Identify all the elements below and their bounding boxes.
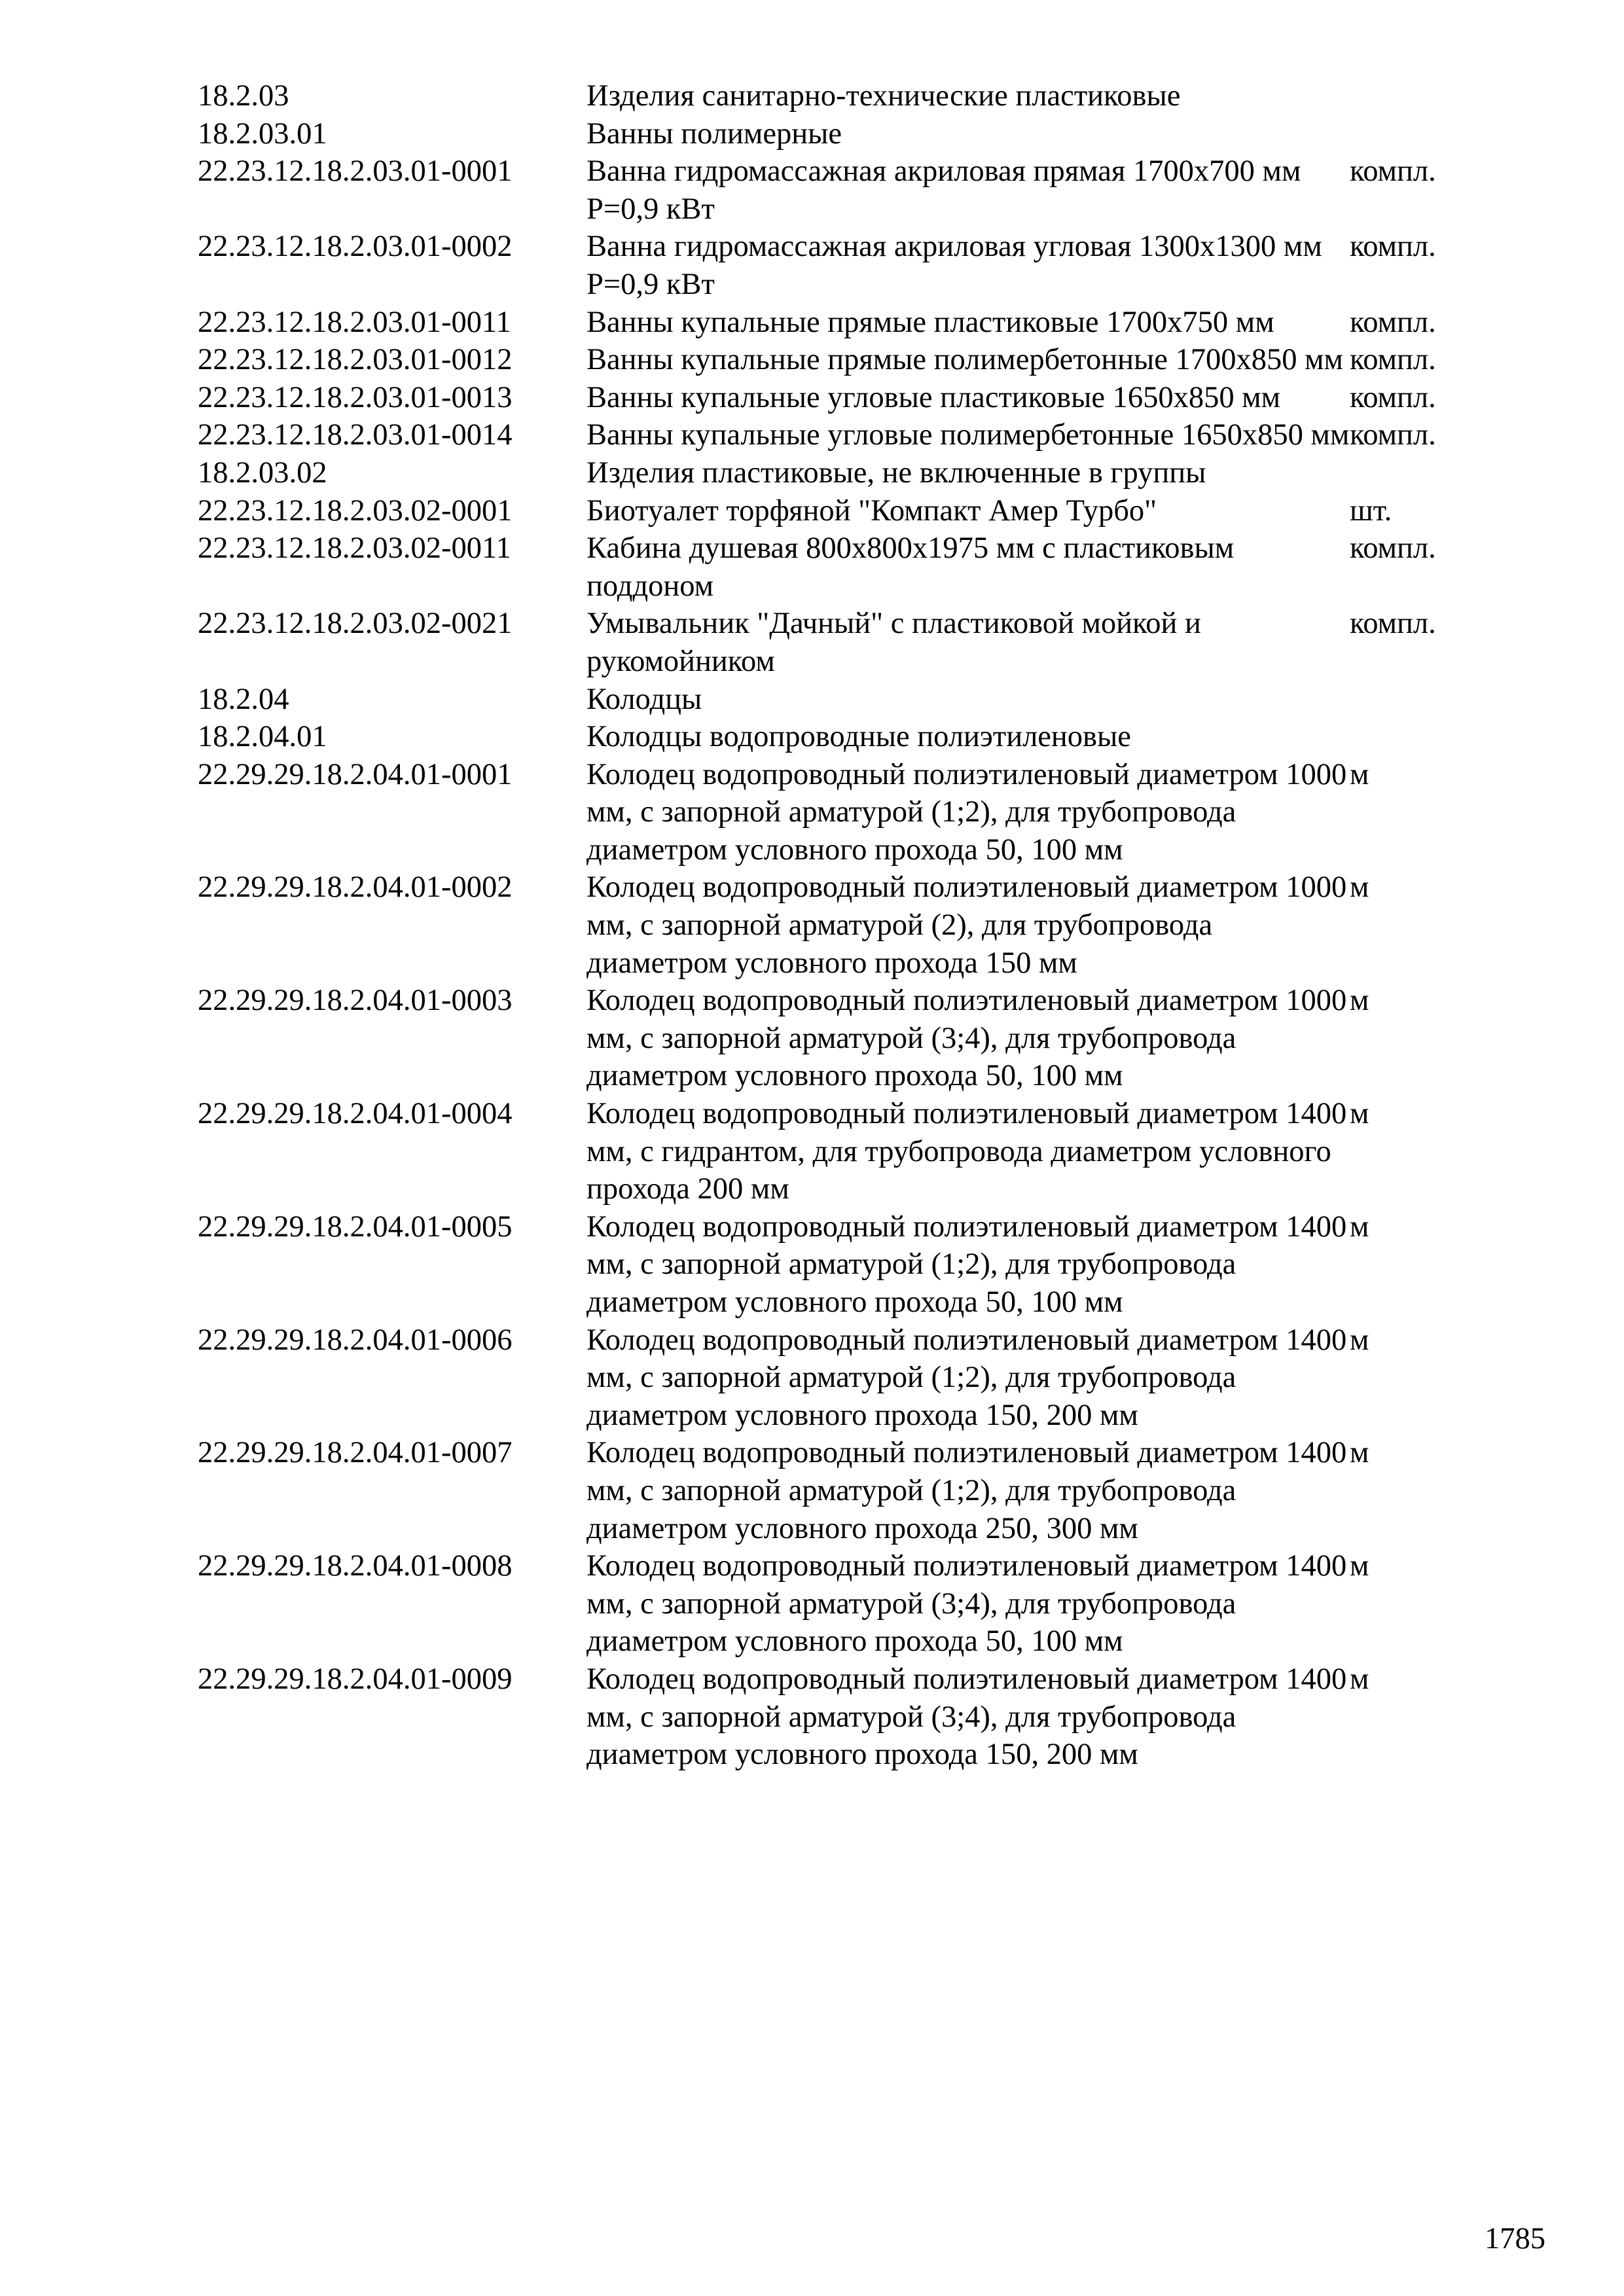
- item-name: Колодец водопроводный полиэтиленовый диаметром 1400 мм, с запорной арматурой (1;2), для трубопровода диаметром условного прохода 50, 100 мм: [586, 1210, 1347, 1319]
- item-name: Колодец водопроводный полиэтиленовый диаметром 1400 мм, с запорной арматурой (3;4), для трубопровода диаметром условного прохода 50, 100 мм: [586, 1549, 1347, 1659]
- catalog-row: [198, 77, 1507, 115]
- item-unit: м: [1350, 1549, 1369, 1583]
- item-code: 18.2.03.01: [198, 117, 327, 151]
- catalog-row: [198, 1208, 1507, 1321]
- item-code: 22.23.12.18.2.03.02-0011: [198, 531, 511, 565]
- item-code: 22.29.29.18.2.04.01-0003: [198, 984, 513, 1018]
- item-name: Изделия санитарно-технические пластиковые: [586, 79, 1181, 113]
- item-name: Ванны купальные угловые полимербетонные 1650х850 мм: [586, 418, 1350, 452]
- item-unit: м: [1350, 1662, 1369, 1696]
- item-unit: м: [1350, 984, 1369, 1018]
- catalog-row: [198, 756, 1507, 869]
- catalog-row: [198, 379, 1507, 417]
- catalog-row: [198, 152, 1507, 228]
- item-unit: м: [1350, 870, 1369, 905]
- catalog-row: [198, 416, 1507, 454]
- item-code: 22.29.29.18.2.04.01-0001: [198, 757, 513, 791]
- catalog-row: [198, 529, 1507, 605]
- item-unit: м: [1350, 1323, 1369, 1357]
- item-code: 22.29.29.18.2.04.01-0008: [198, 1549, 513, 1583]
- catalog-row: [198, 304, 1507, 342]
- item-name: Ванны купальные прямые полимербетонные 1700х850 мм: [586, 343, 1343, 377]
- catalog-row: [198, 605, 1507, 680]
- item-unit: м: [1350, 1210, 1369, 1244]
- item-code: 22.29.29.18.2.04.01-0005: [198, 1210, 513, 1244]
- catalog-row: [198, 115, 1507, 153]
- item-name: Умывальник "Дачный" с пластиковой мойкой и рукомойником: [586, 607, 1201, 678]
- catalog-row: [198, 869, 1507, 982]
- item-name: Колодец водопроводный полиэтиленовый диаметром 1400 мм, с запорной арматурой (3;4), для трубопровода диаметром условного прохода 150, 200 мм: [586, 1662, 1347, 1772]
- item-code: 22.29.29.18.2.04.01-0002: [198, 870, 513, 905]
- item-name: Колодец водопроводный полиэтиленовый диаметром 1400 мм, с запорной арматурой (1;2), для трубопровода диаметром условного прохода 250, 300 мм: [586, 1436, 1347, 1545]
- item-name: Колодцы водопроводные полиэтиленовые: [586, 720, 1131, 754]
- item-name: Биотуалет торфяной "Компакт Амер Турбо": [586, 493, 1157, 528]
- item-code: 18.2.04.01: [198, 720, 327, 754]
- item-code: 18.2.04: [198, 682, 289, 716]
- item-name: Колодец водопроводный полиэтиленовый диаметром 1400 мм, с гидрантом, для трубопровода диаметром условного прохода 200 мм: [586, 1097, 1347, 1206]
- item-name: Изделия пластиковые, не включенные в группы: [586, 456, 1206, 490]
- item-code: 18.2.03: [198, 79, 289, 113]
- page-number: 1785: [1485, 2222, 1545, 2255]
- item-code: 22.23.12.18.2.03.01-0013: [198, 380, 513, 414]
- catalog-row: [198, 718, 1507, 756]
- item-unit: м: [1350, 1436, 1369, 1470]
- item-unit: компл.: [1350, 343, 1436, 377]
- item-code: 22.29.29.18.2.04.01-0007: [198, 1436, 513, 1470]
- item-code: 22.23.12.18.2.03.01-0001: [198, 154, 513, 188]
- catalog-row: [198, 454, 1507, 492]
- catalog-table: [198, 77, 1507, 1774]
- item-name: Ванна гидромассажная акриловая угловая 1300х1300 мм Р=0,9 кВт: [586, 230, 1322, 301]
- catalog-row: [198, 492, 1507, 530]
- item-unit: м: [1350, 757, 1369, 791]
- item-unit: компл.: [1350, 305, 1436, 339]
- item-unit: компл.: [1350, 230, 1436, 264]
- item-name: Колодец водопроводный полиэтиленовый диаметром 1400 мм, с запорной арматурой (1;2), для трубопровода диаметром условного прохода 150, 200 мм: [586, 1323, 1347, 1432]
- item-name: Колодцы: [586, 682, 702, 716]
- item-code: 22.29.29.18.2.04.01-0009: [198, 1662, 513, 1696]
- item-code: 22.23.12.18.2.03.01-0012: [198, 343, 513, 377]
- catalog-row: [198, 1547, 1507, 1660]
- catalog-row: [198, 1095, 1507, 1208]
- item-unit: компл.: [1350, 380, 1436, 414]
- item-code: 22.29.29.18.2.04.01-0004: [198, 1097, 513, 1131]
- catalog-row: [198, 1434, 1507, 1547]
- item-name: Колодец водопроводный полиэтиленовый диаметром 1000 мм, с запорной арматурой (1;2), для трубопровода диаметром условного прохода 50, 100 мм: [586, 757, 1347, 867]
- catalog-row: [198, 228, 1507, 303]
- item-name: Колодец водопроводный полиэтиленовый диаметром 1000 мм, с запорной арматурой (3;4), для трубопровода диаметром условного прохода 50, 100 мм: [586, 984, 1347, 1093]
- item-unit: компл.: [1350, 154, 1436, 188]
- item-unit: компл.: [1350, 607, 1436, 641]
- item-name: Ванны купальные прямые пластиковые 1700х750 мм: [586, 305, 1274, 339]
- item-unit: компл.: [1350, 531, 1436, 565]
- item-name: Ванна гидромассажная акриловая прямая 1700х700 мм Р=0,9 кВт: [586, 154, 1301, 226]
- catalog-row: [198, 1321, 1507, 1435]
- item-name: Кабина душевая 800х800х1975 мм с пластиковым поддоном: [586, 531, 1235, 603]
- item-code: 22.29.29.18.2.04.01-0006: [198, 1323, 513, 1357]
- item-code: 22.23.12.18.2.03.02-0021: [198, 607, 513, 641]
- item-unit: м: [1350, 1097, 1369, 1131]
- item-code: 22.23.12.18.2.03.01-0002: [198, 230, 513, 264]
- item-name: Ванны полимерные: [586, 117, 842, 151]
- item-name: Колодец водопроводный полиэтиленовый диаметром 1000 мм, с запорной арматурой (2), для трубопровода диаметром условного прохода 150 мм: [586, 870, 1347, 980]
- item-code: 22.23.12.18.2.03.01-0011: [198, 305, 511, 339]
- catalog-row: [198, 681, 1507, 719]
- catalog-row: [198, 982, 1507, 1095]
- item-unit: компл.: [1350, 418, 1436, 452]
- item-name: Ванны купальные угловые пластиковые 1650х850 мм: [586, 380, 1281, 414]
- catalog-row: [198, 1660, 1507, 1774]
- item-code: 18.2.03.02: [198, 456, 327, 490]
- item-code: 22.23.12.18.2.03.01-0014: [198, 418, 513, 452]
- item-code: 22.23.12.18.2.03.02-0001: [198, 493, 513, 528]
- catalog-row: [198, 341, 1507, 379]
- item-unit: шт.: [1350, 493, 1392, 528]
